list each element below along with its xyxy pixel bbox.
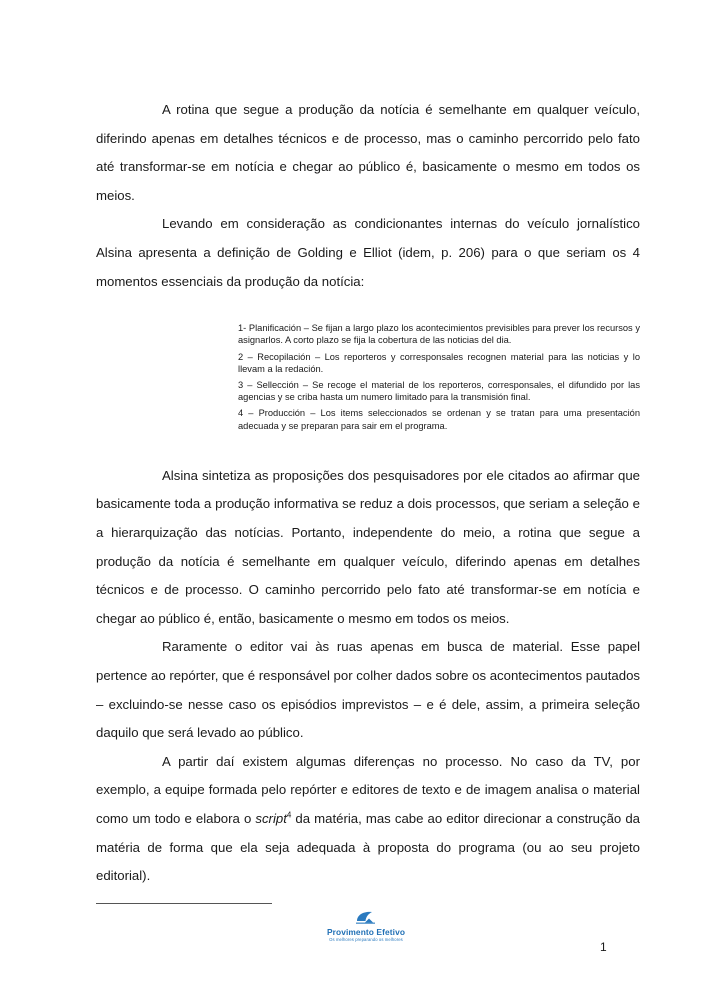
paragraph-1: A rotina que segue a produção da notícia é semelhante em qualquer veículo, diferindo apenas em detalhes técnicos e de processo, mas o caminho percorrido pelo fato até transformar-se em notícia e chegar ao público é, basicamente o mesmo em todos os meios. [96, 102, 640, 203]
footer-logo [318, 910, 414, 943]
quote-item-2: 2 – Recopilación – Los reporteros y corresponsales recognen material para las noticias y lo llevam a la redación. [238, 351, 640, 374]
footnote-marker: 4 [286, 810, 292, 820]
paragraph-5 [96, 748, 640, 891]
quote-item-4: 4 – Producción – Los items seleccionados se ordenan y se tratan para uma presentación adecuada y se preparan para sair em el programa. [238, 408, 640, 431]
paragraph-2: Levando em consideração as condicionantes internas do veículo jornalístico Alsina apresenta a definição de Golding e Elliot (idem, p. 206) para o que seriam os 4 momentos essenciais da produção da notícia: [96, 216, 640, 289]
paragraph-5-part1: A partir daí existem algumas diferenças no processo. No caso da TV, por exemplo, a equipe formada pelo repórter e editores de texto e de imagem analisa o material como um todo e elabora o [96, 753, 640, 826]
paragraph-3: Alsina sintetiza as proposições dos pesquisadores por ele citados ao afirmar que basicamente toda a produção informativa se reduz a dois processos, que seriam a seleção e a hierarquização das notícias. Portanto, independente do meio, a rotina que segue a produção da notícia é semelhante em qualquer veículo, diferindo apenas em detalhes técnicos e de processo. O caminho percorrido pelo fato até transformar-se em notícia e chegar ao público é, então, basicamente o mesmo em todos os meios. [96, 467, 640, 626]
paragraph-4: Raramente o editor vai às ruas apenas em busca de material. Esse papel pertence ao repórter, que é responsável por colher dados sobre os acontecimentos pautados – excluindo-se nesse caso os episódios imprevistos – e é dele, assim, a primeira seleção daquilo que será levado ao público. [96, 639, 640, 741]
page-content [96, 96, 640, 891]
paragraph-5-part2: da matéria, mas cabe ao editor direcionar a construção da matéria de forma que ela seja adequada à proposta do programa (ou ao seu projeto editorial). [96, 810, 640, 884]
quote-item-1: 1- Planificación – Se fijan a largo plazo los acontecimientos previsibles para prever los recursos y asignarlos. A corto plazo se fija la cobertura de las noticias del dia. [238, 323, 640, 346]
quote-item-3: 3 – Sellección – Se recoge el material de los reporteros, corresponsales, el difundido por las agencias y se criba hasta um numero limitado para la transmisión final. [238, 379, 640, 403]
page-number: 1 [600, 940, 607, 954]
logo-sub-text: Os melhores preparando os melhores [329, 937, 403, 942]
block-quote [96, 322, 640, 432]
logo-main-text: Provimento Efetivo [326, 927, 406, 937]
logo-mark-icon [353, 910, 379, 926]
paragraph-5-italic-term: script [255, 810, 287, 826]
footnote-separator [96, 903, 272, 904]
